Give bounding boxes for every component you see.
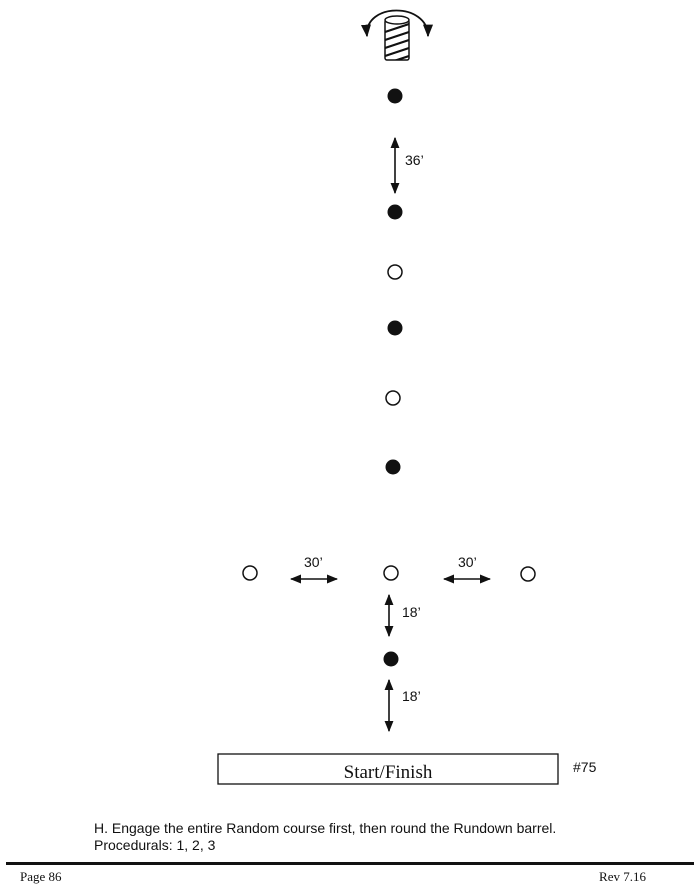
- dimension-label-top: 36’: [405, 152, 424, 168]
- open-cone-right: [521, 567, 535, 581]
- open-cone-left: [243, 566, 257, 580]
- revision-label: Rev 7.16: [599, 869, 646, 884]
- filled-cone: [388, 205, 403, 220]
- course-number: #75: [573, 759, 597, 775]
- filled-cone: [388, 321, 403, 336]
- filled-cone: [384, 652, 399, 667]
- footer-divider: [6, 862, 694, 865]
- dimension-label-middle: 18’: [402, 604, 421, 620]
- procedurals-line: Procedurals: 1, 2, 3: [94, 837, 216, 853]
- filled-cone: [386, 460, 401, 475]
- dimension-label-left: 30’: [304, 554, 323, 570]
- open-cone: [388, 265, 402, 279]
- dimension-label-bottom: 18’: [402, 688, 421, 704]
- page-number: Page 86: [20, 869, 62, 884]
- instructions: [94, 820, 556, 854]
- filled-cone: [388, 89, 403, 104]
- start-finish-label: Start/Finish: [343, 762, 433, 783]
- barrel-icon: [367, 11, 428, 65]
- open-cone: [386, 391, 400, 405]
- instruction-line: H. Engage the entire Random course first, then round the Rundown barrel.: [94, 820, 557, 836]
- open-cone-center: [384, 566, 398, 580]
- dimension-label-right: 30’: [458, 554, 477, 570]
